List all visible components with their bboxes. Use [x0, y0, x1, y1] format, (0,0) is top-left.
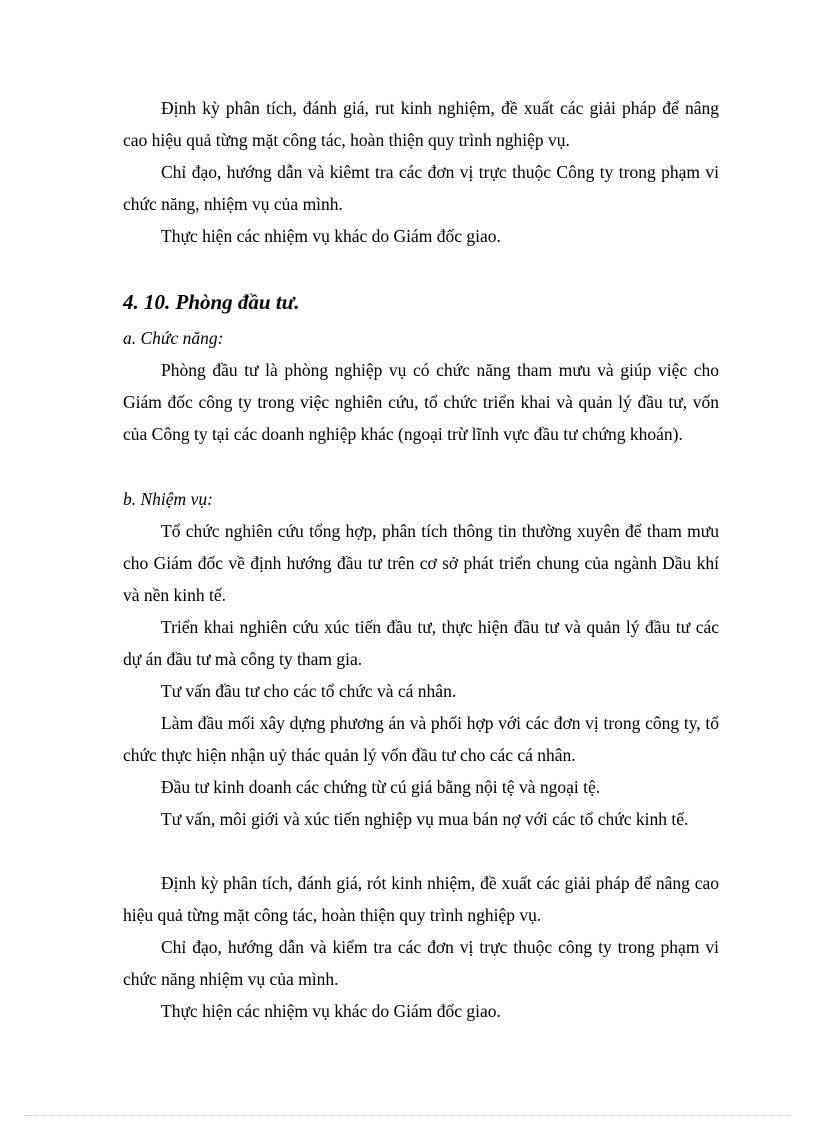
duty-heading: b. Nhiệm vụ: — [123, 489, 213, 509]
section-title: 4. 10. Phòng đầu tư. — [123, 290, 300, 314]
duty-paragraph-other-tasks: Thực hiện các nhiệm vụ khác do Giám đốc giao. — [161, 1001, 501, 1021]
duty-paragraph-coordination: Làm đầu mối xây dựng phương án và phối hợp với các đơn vị trong công ty, tổ chức thực hiện nhận uỷ thác quản lý vốn đầu tư cho các cá nhân. — [123, 713, 719, 765]
paragraph-direction-top: Chỉ đạo, hướng dẫn và kiêmt tra các đơn vị trực thuộc Công ty trong phạm vi chức năng, nhiệm vụ của mình. — [123, 162, 719, 214]
page-bottom-divider — [24, 1115, 792, 1116]
duty-paragraph-periodic-review: Định kỳ phân tích, đánh giá, rót kinh nhiệm, đề xuất các giải pháp để nâng cao hiệu quả từng mặt công tác, hoàn thiện quy trình nghiệp vụ. — [123, 873, 719, 925]
duty-paragraph-securities: Đầu tư kinh doanh các chứng từ cú giá bằng nội tệ và ngoại tệ. — [161, 777, 601, 797]
function-paragraph: Phòng đầu tư là phòng nghiệp vụ có chức năng tham mưu và giúp việc cho Giám đốc công ty trong việc nghiên cứu, tổ chức triển khai và quản lý đầu tư, vốn của Công ty tại các doanh nghiệp khác (ngoại trừ lĩnh vực đầu tư chứng khoán). — [123, 360, 719, 444]
duty-paragraph-consulting: Tư vấn đầu tư cho các tổ chức và cá nhân. — [161, 681, 457, 701]
duty-paragraph-investment: Triển khai nghiên cứu xúc tiến đầu tư, thực hiện đầu tư và quản lý đầu tư các dự án đầu tư mà công ty tham gia. — [123, 617, 719, 669]
duty-paragraph-debt-trading: Tư vấn, môi giới và xúc tiến nghiệp vụ mua bán nợ với các tổ chức kinh tế. — [161, 809, 689, 829]
duty-paragraph-direction: Chỉ đạo, hướng dẫn và kiểm tra các đơn vị trực thuộc công ty trong phạm vi chức năng nhiệm vụ của mình. — [123, 937, 719, 989]
duty-paragraph-research: Tổ chức nghiên cứu tổng hợp, phân tích thông tin thường xuyên để tham mưu cho Giám đốc về định hướng đầu tư trên cơ sở phát triển chung của ngành Dầu khí và nền kinh tế. — [123, 521, 719, 605]
paragraph-periodic-review-top: Định kỳ phân tích, đánh giá, rut kinh nghiệm, đề xuất các giải pháp để nâng cao hiệu quả từng mặt công tác, hoàn thiện quy trình nghiệp vụ. — [123, 98, 719, 150]
paragraph-other-tasks-top: Thực hiện các nhiệm vụ khác do Giám đốc giao. — [161, 226, 501, 246]
function-heading: a. Chức năng: — [123, 328, 224, 348]
